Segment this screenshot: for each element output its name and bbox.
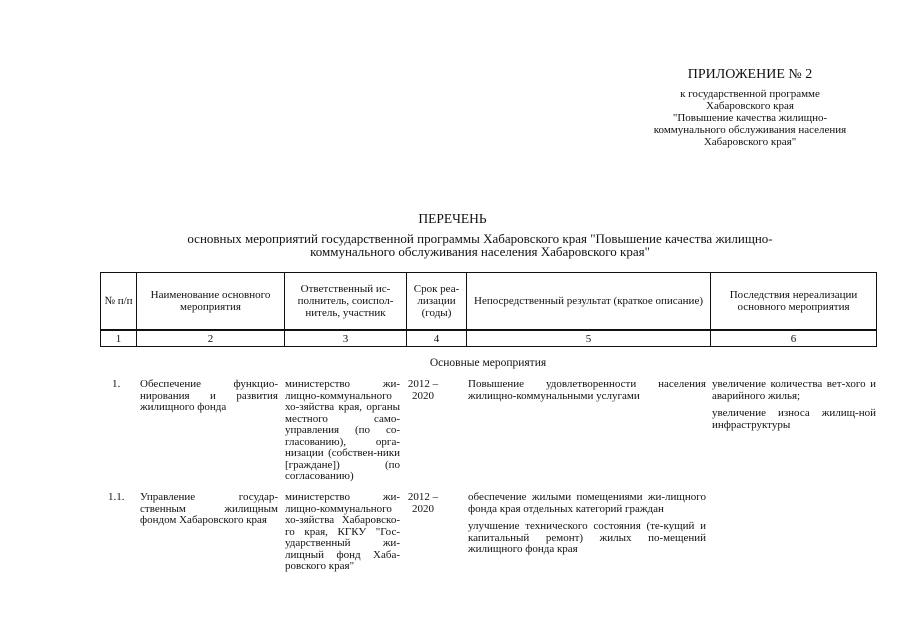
header-executor: Ответственный ис-полнитель, соиспол-нитель, участник bbox=[285, 273, 407, 331]
result-item: Повышение удовлетворенности населения жилищно-коммунальными услугами bbox=[468, 378, 706, 402]
subtitle-line: основных мероприятий государственной программы Хабаровского края "Повышение качества жилищно- bbox=[187, 231, 773, 246]
row-result bbox=[468, 492, 706, 562]
appendix-caption bbox=[600, 88, 900, 148]
row-period bbox=[403, 492, 443, 515]
document-title: ПЕРЕЧЕНЬ bbox=[418, 211, 487, 226]
column-numbers-row bbox=[101, 330, 877, 347]
header-num: № п/п bbox=[101, 273, 137, 331]
row-name: Управление государ-ственным жилищным фондом Хабаровского края bbox=[140, 491, 278, 526]
appendix-line: к государственной программе bbox=[680, 88, 820, 100]
header-row bbox=[101, 273, 877, 331]
header-result: Непосредственный результат (краткое описание) bbox=[467, 273, 711, 331]
period-line: 2012 – bbox=[407, 378, 439, 390]
column-number: 2 bbox=[137, 330, 285, 347]
header-name: Наименование основного мероприятия bbox=[137, 273, 285, 331]
column-number: 4 bbox=[407, 330, 467, 347]
appendix-block bbox=[600, 66, 900, 148]
row-executor: министерство жи-лищно-коммунального хо-зяйства края, органы местного само-управления (по со-гласованию), орга-низации (собствен-ники [граждане]) (по согласованию) bbox=[285, 378, 400, 482]
result-item: обеспечение жилыми помещениями жи-лищного фонда края отдельных категорий граждан bbox=[468, 491, 706, 515]
column-number: 6 bbox=[711, 330, 877, 347]
row-executor: министерство жи-лищно-коммунального хо-зяйства Хабаровско-го края, КГКУ "Гос-ударственный жи-лищный фонд Хаба-ровского края" bbox=[285, 491, 400, 572]
period-line: 2012 – bbox=[407, 491, 439, 503]
document-subtitle bbox=[100, 232, 860, 258]
row-consequences bbox=[712, 379, 876, 437]
column-number: 5 bbox=[467, 330, 711, 347]
consequence-item: увеличение количества вет-хого и аварийного жилья; bbox=[712, 378, 876, 402]
subtitle-line: коммунального обслуживания населения Хабаровского края" bbox=[310, 244, 650, 259]
column-number: 3 bbox=[285, 330, 407, 347]
appendix-line: Хабаровского края bbox=[706, 100, 794, 112]
row-period bbox=[403, 379, 443, 402]
appendix-line: "Повышение качества жилищно- bbox=[672, 112, 828, 124]
period-line: 2020 bbox=[412, 502, 434, 515]
column-number: 1 bbox=[101, 330, 137, 347]
header-table bbox=[100, 272, 877, 347]
result-item: улучшение технического состояния (те-кущий и капитальный ремонт) жилых по-мещений жилищного фонда края bbox=[468, 520, 706, 555]
appendix-number: ПРИЛОЖЕНИЕ № 2 bbox=[687, 67, 813, 82]
row-number: 1.1. bbox=[108, 491, 125, 503]
row-name: Обеспечение функцио-нирования и развития жилищного фонда bbox=[140, 378, 278, 413]
header-consequences: Последствия нереализации основного мероприятия bbox=[711, 273, 877, 331]
section-heading: Основные мероприятия bbox=[429, 357, 547, 369]
row-result bbox=[468, 379, 706, 408]
period-line: 2020 bbox=[412, 389, 434, 402]
row-number: 1. bbox=[112, 378, 121, 390]
appendix-line: Хабаровского края" bbox=[703, 136, 797, 148]
appendix-line: коммунального обслуживания населения bbox=[653, 124, 847, 136]
consequence-item: увеличение износа жилищ-ной инфраструктуры bbox=[712, 407, 876, 431]
header-period: Срок реа-лизации (годы) bbox=[407, 273, 467, 331]
